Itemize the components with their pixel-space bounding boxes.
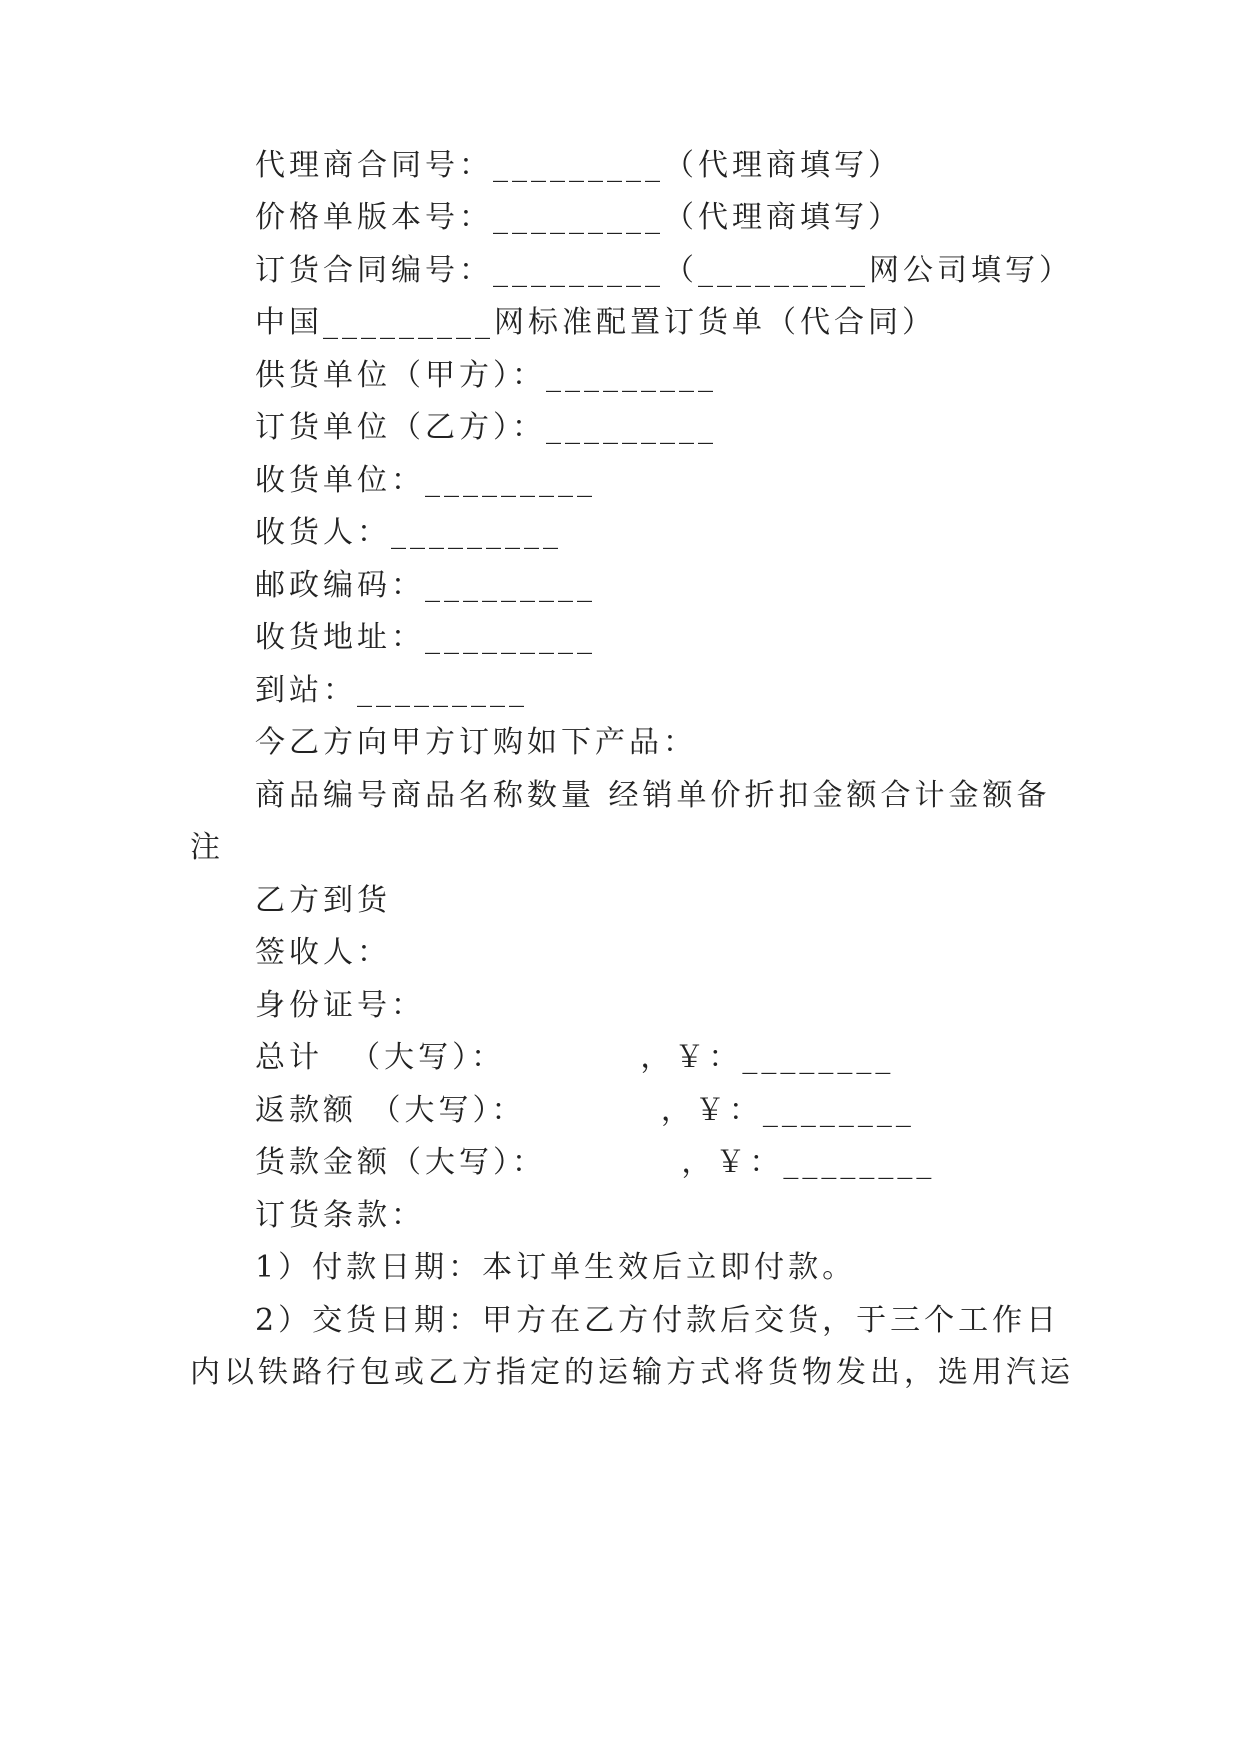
product-header-cont: 注 — [190, 830, 224, 865]
station-line: 到站：_________ — [255, 673, 528, 708]
rebate-line: 返款额 （大写）： ，￥：________ — [255, 1093, 915, 1128]
payment-amount-line: 货款金额（大写）： ，￥：________ — [255, 1145, 936, 1180]
buyer-line: 订货单位（乙方）：_________ — [255, 410, 717, 445]
order-intro-line: 今乙方向甲方订购如下产品： — [255, 725, 697, 760]
agent-contract-no-line: 代理商合同号：_________（代理商填写） — [255, 148, 902, 183]
postal-code-line: 邮政编码：_________ — [255, 568, 596, 603]
order-contract-no-line: 订货合同编号：_________（_________网公司填写） — [255, 253, 1073, 288]
product-header-line: 商品编号商品名称数量 经销单价折扣金额合计金额备 — [255, 778, 1051, 813]
consignee-line: 收货人：_________ — [255, 515, 562, 550]
arrival-line: 乙方到货 — [255, 883, 391, 918]
term-2-cont: 内以铁路行包或乙方指定的运输方式将货物发出，选用汽运 — [190, 1355, 1074, 1390]
term-2: 2）交货日期：甲方在乙方付款后交货，于三个工作日 — [255, 1303, 1061, 1338]
document-title: 中国_________网标准配置订货单（代合同） — [255, 305, 936, 340]
terms-heading: 订货条款： — [255, 1198, 425, 1233]
supplier-line: 供货单位（甲方）：_________ — [255, 358, 717, 393]
address-line: 收货地址：_________ — [255, 620, 596, 655]
term-1: 1）付款日期：本订单生效后立即付款。 — [255, 1250, 857, 1285]
total-line: 总计 （大写）： ，￥：________ — [255, 1040, 895, 1075]
consignee-unit-line: 收货单位：_________ — [255, 463, 596, 498]
price-list-version-line: 价格单版本号：_________（代理商填写） — [255, 200, 902, 235]
id-number-line: 身份证号： — [255, 988, 425, 1023]
signer-line: 签收人： — [255, 935, 391, 970]
